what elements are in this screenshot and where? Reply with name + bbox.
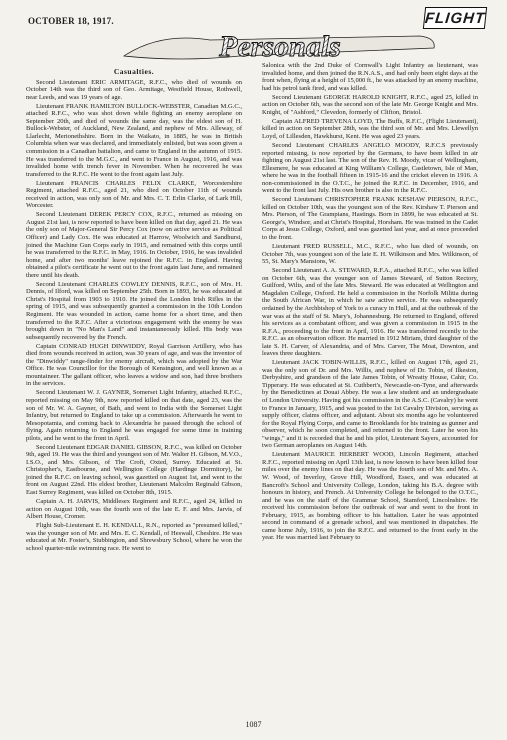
obituary-paragraph: Lieutenant FRANK HAMILTON BULLOCK-WEBSTER, Canadian M.G.C., attached R.F.C., who was shot down while fighting an enemy aeroplane on September 20th, and died of wounds the same day, was the eldest son of H. Bullock-Webster, of Auckland, New Zealand, and nephew of Mrs. Alleway, of Llarlecht, Merionethshire. Born in the Waikato, in 1885, he was in British Columbia when war was declared, and immediately enlisted, but was soon given a commission in a Canadian battalion, and came to England in the autumn of 1915. He was transferred to the M.G.C., and went to France in August, 1916, and was invalided home with trench fever in November. When he recovered he was transferred to the R.F.C. He went to the front again last July.	[26, 102, 242, 178]
obituary-paragraph: Second Lieutenant DEREK PERCY COX, R.F.C., returned as missing on August 21st last, is now reported to have been killed on that day, aged 21. He was the only son of Major-General Sir Percy Cox (now on active service as Political Officer) and Lady Cox. He was educated at Harrow, Woolwich and Sandhurst, joined the Machine Gun Corps early in 1915, and remained with this corps until he was transferred to the R.F.C. in May, 1916. In October, 1916, he was invalided home, and after two months' leave rejoined the R.F.C. in England. Having obtained a pilot's certificate he went out to the front again last June, and remained there until his death.	[26, 211, 242, 279]
casualties-heading: Casualties.	[113, 67, 155, 76]
personals-banner-art	[120, 26, 440, 66]
obituary-paragraph: Salonica with the 2nd Duke of Cornwall's Light Infantry as lieutenant, was invalided home, and then joined the R.N.A.S., and had only been eight days at the front when, flying at a height of 15,000 ft., he was attacked by an enemy machine, had his petrol tank fired, and was killed.	[262, 62, 478, 92]
obituary-paragraph: Captain CONRAD HUGH DINWIDDY, Royal Garrison Artillery, who has died from wounds received in action, was 30 years of age, and was the inventor of the "Dinwiddy" range-finder for enemy aircraft, which was adopted by the War Office. He was Councillor for the Borough of Kensington, and well known as a mountaineer. The gallant officer, who leaves a widow and son, had three brothers in the services.	[26, 342, 242, 388]
obituary-paragraph: Second Lieutenant CHARLES COWLEY DENNIS, R.F.C., son of Mrs. H. Dennis, of Ilford, was killed on September 25th. Born in 1893, he was educated at Christ's Hospital from 1903 to 1910. He joined the London Irish Rifles in the spring of 1915, and was subsequently granted a commission in the 10th London Regiment. He was wounded in action, came home for a short time, and then transferred to the R.F.C. After a victorious engagement with the enemy he was brought down in "No Man's Land" and instantaneously killed. His body was subsequently recovered by the French.	[26, 280, 242, 341]
obituary-paragraph: Second Lieutenant A. A. STEWARD, R.F.A., attached R.F.C., who was killed on October 6th, was the younger son of James Steward, of Sutton Rectory, Guilford, Wilts, and of the late Mrs. Steward. He was educated at Wellington and Magdalen College, Oxford. He held a commission in the Norfolk Militia during the South African War, in which he saw active service. He was subsequently ordained by the Archbishop of York to a curacy in Hull, and at the outbreak of the war was at the staff of St. Mary's, Johannesburg. He returned to England, offered his services as a combatant officer, and was given a commission in 1915 in the R.F.A., proceeding to the front in April, 1916. He was transferred recently to the R.F.C. as an observation officer. He married in 1912 Miriam, third daughter of the late S. H. Carver, of Alexandria, and of Mrs. Carver, The Moat, Downton, and leaves three daughters.	[262, 267, 478, 358]
obituary-paragraph: Second Lieutenant CHRISTOPHER FRANK KESHAW PIERSON, R.F.C., killed on October 10th, was the youngest son of the Rev. Kirshaw T. Pierson and Mrs. Pierson, of The Grampians, Hastings. Born in 1899, he was educated at St. George's, Windsor, and at Christ's Hospital, Horsham. He was trained in the Cadet Corps at Jesus College, Oxford, and was gazetted last year, and at once proceeded to the front.	[262, 196, 478, 242]
obituary-paragraph: Captain ALFRED TREVENA LOYD, The Buffs, R.F.C., (Flight Lieutenant), killed in action on September 28th, was the third son of Mr. and Mrs. Llewellyn Loyd, of Lillesden, Hawkhurst, Kent. He was aged 23 years.	[262, 117, 478, 140]
obituary-paragraph: Second Lieutenant CHARLES ANGELO MOODY, R.F.C.S previously reported missing, is now reported by the Germans, to have been killed in air fighting on August 21st last. The son of the Rev. H. Moody, vicar of Wellingham, Ellesmere, he was educated at King William's College, Castletown, Isle of Man, where he was in the football fifteen in 1915-16 and the cricket eleven in 1916. A non-commissioned in the O.T.C., he joined the R.F.C. in December, 1916, and went to the front last July. His own brother is also in the R.F.C.	[262, 141, 478, 195]
flight-logo: FLIGHT	[423, 7, 487, 29]
banner-title: Personals	[219, 30, 341, 63]
obituary-paragraph: Lieutenant MAURICE HERBERT WOOD, Lincoln Regiment, attached R.F.C., reported missing on April 13th last, is now known to have been killed four miles over the enemy lines on that day. He was the fourth son of Mr. and Mrs. A. W. Wood, of Inverloy, Grove Hill, Woodford, Essex, and was educated at Bancroft's School and University College, London, taking his B.A. degree with honours in history, and French. At University College he belonged to the O.T.C., and he was on the staff of the Grammar School, Stamford, Lincolnshire. He received his commission before the outbreak of war and went to the front in February, 1915, as bombing officer to his battalion. Later he was appointed second in command of a grenade school, and was mentioned in dispatches. He came home July, 1916, to join the R.F.C. and returned to the front early in the year. He was married last February to	[262, 451, 478, 542]
obituary-paragraph: Lieutenant FRANCIS CHARLES FELIX CLARKE, Worcestershire Regiment, attached R.F.C., aged 21, who died on October 11th of wounds received in action, was only son of Mr. and Mrs. C. T. Erlin Clarke, of Lark Hill, Worcester.	[26, 179, 242, 210]
obituary-paragraph: Lieutenant FRED RUSSELL, M.C., R.F.C., who has died of wounds, on October 7th, was youngest son of the late E. H. Wilkinson and Mrs. Wilkinson, of 55, St. Mary's Mansions, W.	[262, 243, 478, 266]
obituary-paragraph: Second Lieutenant W. J. GAYNER, Somerset Light Infantry, attached R.F.C., reported missing on May 9th, now reported killed on that date, aged 23, was the son of Mr. W. A. Gayner, of Bath, and went to India with the Somerset Light Infantry, but returned to England to take up a commission. Afterwards he went to Mesopotamia, and coming back to Alexandria he passed through the school of flying. Again returning to England he was engaged for some time in training pilots, and he went to the front in April.	[26, 389, 242, 442]
obituary-paragraph: Second Lieutenant ERIC ARMITAGE, R.F.C., who died of wounds on October 14th was the third son of Geo. Armitage, Westfield House, Rothwell, near Leeds, and was 19 years of age.	[26, 78, 242, 101]
obituary-paragraph: Second Lieutenant EDGAR DANIEL GIBSON, R.F.C., was killed on October 9th, aged 19. He was the third and youngest son of Mr. Walter H. Gibson, M.V.O., I.S.O., and Mrs. Gibson, of The Croft, Oxted, Surrey. Educated at St. Christopher's, Eastbourne, and Wellington College (Hardinge Dormitory), he joined the R.F.C. on leaving school, was gazetted on August 1st, and went to the front on August 22nd. His eldest brother, Lieutenant Malcolm Reginald Gibson, East Surrey Regiment, was killed on October 8th, 1915.	[26, 443, 242, 497]
obituary-paragraph: Second Lieutenant GEORGE HAROLD KNIGHT, R.F.C., aged 25, killed in action on October 6th, was the second son of the late Mr. George Knight and Mrs. Knight, of "Ashford," Clevedon, formerly of Clifton, Bristol.	[262, 93, 478, 116]
obituary-paragraph: Lieutenant JACK TOBIN-WILLIS, R.F.C., killed on August 17th, aged 21, was the only son of Dr. and Mrs. Willis, and nephew of Dr. Tobin, of Ilkeston, Derbyshire, and grandson of the late James Tobin, of Wreatty House, Cahir, Co. Tipperary. He was educated at St. Cuthbert's, Newcastle-on-Tyne, and afterwards by the Benedictines at Douai Abbey. He was a law student and an undergraduate of London University. Having got his commission in the A.S.C. (Cavalry) he went to France in January, 1915, and was posted to the 1st Cavalry Division, serving as supply officer, claims officer, and adjutant. About six months ago he volunteered for the Royal Flying Corps, and came to Brooklands for his training as gunner and observer, which he soon completed, and returned to the front. Later he won his "wings," and it is recorded that he and his pilot, Lieutenant Sayers, accounted for two German aeroplanes on August 14th.	[262, 359, 478, 450]
issue-date: OCTOBER 18, 1917.	[28, 16, 114, 26]
page-number: 1087	[245, 720, 262, 729]
obituary-paragraph: Flight Sub-Lieutenant E. H. KENDALL, R.N., reported as "presumed killed," was the younger son of Mr. and Mrs. E. C. Kendall, of Heswall, Cheshire. He was educated at Mr. Foster's, Stubbington, and Shrewsbury School, where he won the school quarter-mile swimming race. He went to	[26, 522, 242, 552]
personals-banner	[120, 26, 440, 66]
obituary-paragraph: Captain A. H. JARVIS, Middlesex Regiment and R.F.C., aged 24, killed in action on August 10th, was the fourth son of the late E. F. and Mrs. Jarvis, of Albert House, Cromer.	[26, 498, 242, 521]
right-column	[262, 62, 478, 543]
page-header	[0, 0, 507, 63]
left-column	[26, 68, 242, 554]
